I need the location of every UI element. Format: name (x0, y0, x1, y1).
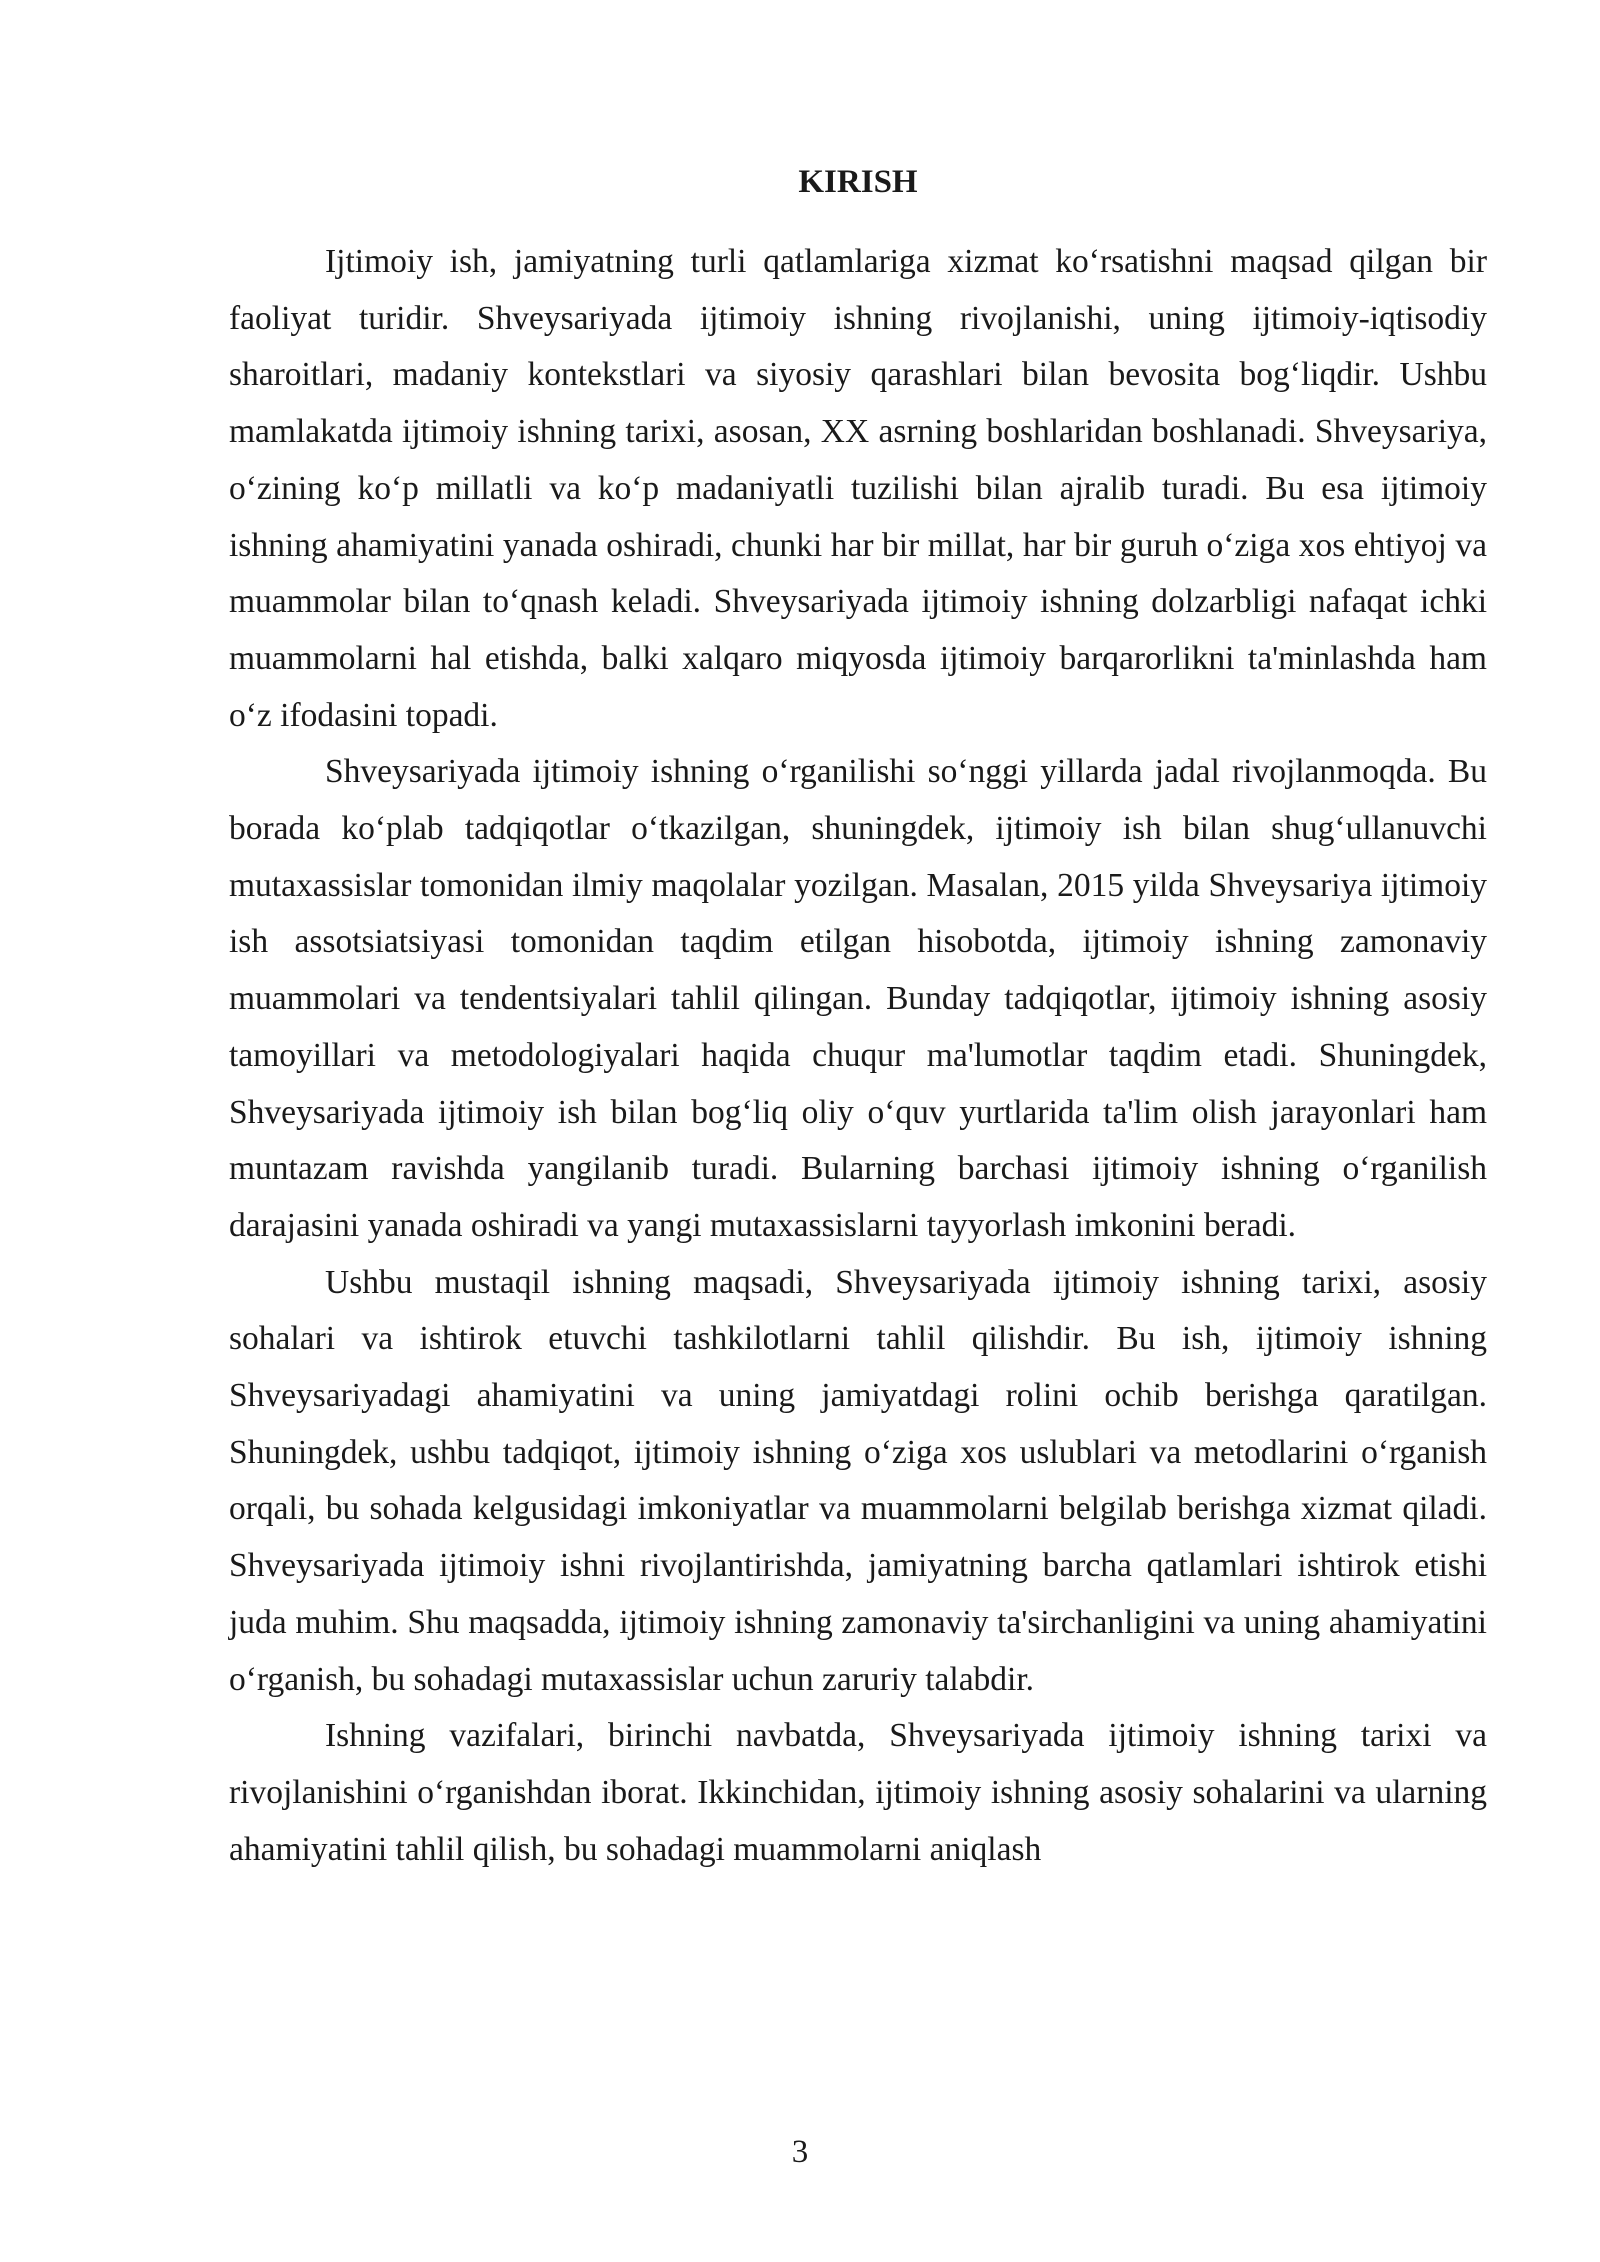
body-paragraph: Ijtimoiy ish, jamiyatning turli qatlamlariga xizmat ko‘rsatishni maqsad qilgan bir faoliyat turidir. Shveysariyada ijtimoiy ishning rivojlanishi, uning ijtimoiy-iqtisodiy sharoitlari, madaniy kontekstlari va siyosiy qarashlari bilan bevosita bog‘liqdir. Ushbu mamlakatda ijtimoiy ishning tarixi, asosan, XX asrning boshlaridan boshlanadi. Shveysariya, o‘zining ko‘p millatli va ko‘p madaniyatli tuzilishi bilan ajralib turadi. Bu esa ijtimoiy ishning ahamiyatini yanada oshiradi, chunki har bir millat, har bir guruh o‘ziga xos ehtiyoj va muammolar bilan to‘qnash keladi. Shveysariyada ijtimoiy ishning dolzarbligi nafaqat ichki muammolarni hal etishda, balki xalqaro miqyosda ijtimoiy barqarorlikni ta'minlashda ham o‘z ifodasini topadi. (229, 243, 1487, 734)
body-paragraph: Ishning vazifalari, birinchi navbatda, Shveysariyada ijtimoiy ishning tarixi va rivojlanishini o‘rganishdan iborat. Ikkinchidan, ijtimoiy ishning asosiy sohalarini va ularning ahamiyatini tahlil qilish, bu sohadagi muammolarni aniqlash (229, 1717, 1487, 1868)
page-body (229, 162, 1487, 1878)
body-paragraph: Shveysariyada ijtimoiy ishning o‘rganilishi so‘nggi yillarda jadal rivojlanmoqda. Bu borada ko‘plab tadqiqotlar o‘tkazilgan, shuningdek, ijtimoiy ish bilan shug‘ullanuvchi mutaxassislar tomonidan ilmiy maqolalar yozilgan. Masalan, 2015 yilda Shveysariya ijtimoiy ish assotsiatsiyasi tomonidan taqdim etilgan hisobotda, ijtimoiy ishning zamonaviy muammolari va tendentsiyalari tahlil qilingan. Bunday tadqiqotlar, ijtimoiy ishning asosiy tamoyillari va metodologiyalari haqida chuqur ma'lumotlar taqdim etadi. Shuningdek, Shveysariyada ijtimoiy ish bilan bog‘liq oliy o‘quv yurtlarida ta'lim olish jarayonlari ham muntazam ravishda yangilanib turadi. Bularning barchasi ijtimoiy ishning o‘rganilish darajasini yanada oshiradi va yangi mutaxassislarni tayyorlash imkonini beradi. (229, 753, 1487, 1244)
body-paragraph: Ushbu mustaqil ishning maqsadi, Shveysariyada ijtimoiy ishning tarixi, asosiy sohalari va ishtirok etuvchi tashkilotlarni tahlil qilishdir. Bu ish, ijtimoiy ishning Shveysariyadagi ahamiyatini va uning jamiyatdagi rolini ochib berishga qaratilgan. Shuningdek, ushbu tadqiqot, ijtimoiy ishning o‘ziga xos uslublari va metodlarini o‘rganish orqali, bu sohada kelgusidagi imkoniyatlar va muammolarni belgilab berishga xizmat qiladi. Shveysariyada ijtimoiy ishni rivojlantirishda, jamiyatning barcha qatlamlari ishtirok etishi juda muhim. Shu maqsadda, ijtimoiy ishning zamonaviy ta'sirchanligini va uning ahamiyatini o‘rganish, bu sohadagi mutaxassislar uchun zaruriy talabdir. (229, 1263, 1487, 1698)
page-number: 3 (791, 2134, 809, 2170)
page-title: KIRISH (798, 164, 918, 200)
